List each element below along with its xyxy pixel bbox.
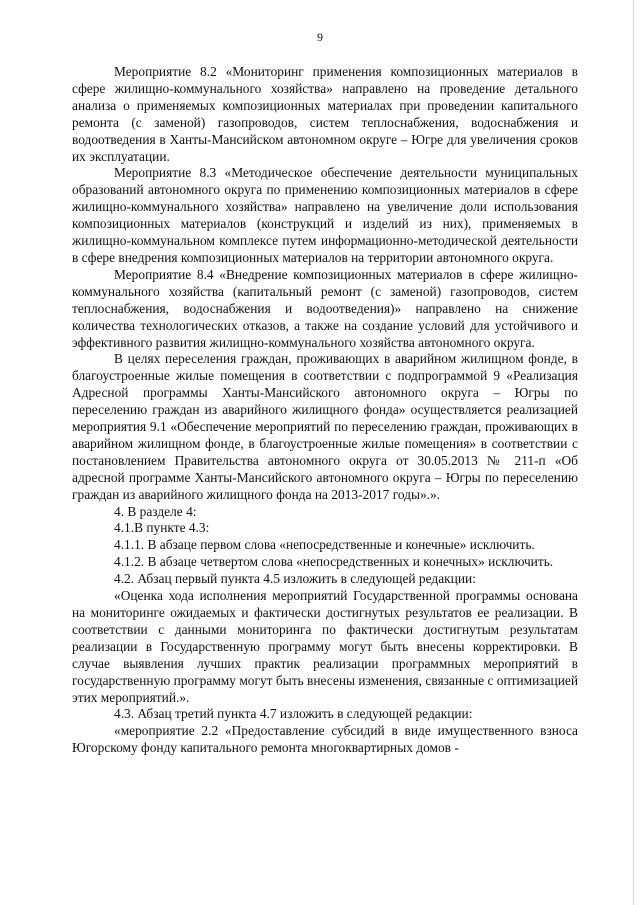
- paragraph-quote-4-5: «Оценка хода исполнения мероприятий Государственной программы основана на мониторинге ожидаемых и фактически достигнутых результатов ее реализации. В соответствии с данными мониторинга по фактически достигнутым результатам реализации в Государственную программу могут быть внесены корректировки. В случае выявления лучших практик реализации программных мероприятий в государственную программу могут быть внесены изменения, связанные с оптимизацией этих мероприятий.».: [72, 588, 578, 705]
- paragraph-measure-8-4: Мероприятие 8.4 «Внедрение композиционных материалов в сфере жилищно-коммунального хозяйства (капитальный ремонт (с заменой) газопроводов, систем теплоснабжения, водоснабжения и водоотведения)» направлено на снижение количества технологических отказов, а также на создание условий для устойчивого и эффективного развития жилищно-коммунального хозяйства автономного округа.: [72, 266, 578, 350]
- paragraph-measure-8-2: Мероприятие 8.2 «Мониторинг применения композиционных материалов в сфере жилищно-коммунального хозяйства» направлено на проведение детального анализа о применяемых композиционных материалах при проведении капитального ремонта (с заменой) газопроводов, систем теплоснабжения, водоснабжения и водоотведения в Ханты-Мансийском автономном округе – Югре для увеличения сроков их эксплуатации.: [72, 64, 578, 164]
- paragraph-item-4-2: 4.2. Абзац первый пункта 4.5 изложить в следующей редакции:: [114, 571, 476, 587]
- page-number: 9: [317, 30, 323, 44]
- paragraph-measure-8-3: Мероприятие 8.3 «Методическое обеспечение деятельности муниципальных образований автономного округа по применению композиционных материалов в сфере жилищно-коммунального хозяйства» направлено на увеличение доли использования композиционных материалов (конструкций и изделий из них), применяемых в жилищно-коммунальном комплексе путем информационно-методической деятельности в сфере внедрения композиционных материалов на территории автономного округа.: [72, 165, 578, 265]
- paragraph-item-4-3: 4.3. Абзац третий пункта 4.7 изложить в следующей редакции:: [114, 706, 473, 722]
- paragraph-resettlement: В целях переселения граждан, проживающих в аварийном жилищном фонде, в благоустроенные жилые помещения в соответствии с подпрограммой 9 «Реализация Адресной программы Ханты-Мансийского автономного округа – Югры по переселению граждан из аварийного жилищного фонда» осуществляется реализацией мероприятия 9.1 «Обеспечение мероприятий по переселению граждан, проживающих в аварийном жилищном фонде, в благоустроенные жилые помещения» в соответствии с постановлением Правительства автономного округа от 30.05.2013 № 211-п «Об адресной программе Ханты-Мансийского автономного округа – Югры по переселению граждан из аварийного жилищного фонда на 2013-2017 годы».».: [72, 351, 578, 502]
- page-edge: [633, 0, 634, 905]
- paragraph-item-4-1: 4.1.В пункте 4.3:: [114, 520, 210, 536]
- document-body: [72, 64, 578, 757]
- paragraph-section-4: 4. В разделе 4:: [114, 503, 197, 519]
- paragraph-item-4-1-1: 4.1.1. В абзаце первом слова «непосредственные и конечные» исключить.: [114, 537, 535, 553]
- paragraph-item-4-1-2: 4.1.2. В абзаце четвертом слова «непосредственных и конечных» исключить.: [114, 554, 554, 570]
- paragraph-measure-2-2: «мероприятие 2.2 «Предоставление субсидий в виде имущественного взноса Югорскому фонду капитального ремонта многоквартирных домов -: [72, 723, 578, 756]
